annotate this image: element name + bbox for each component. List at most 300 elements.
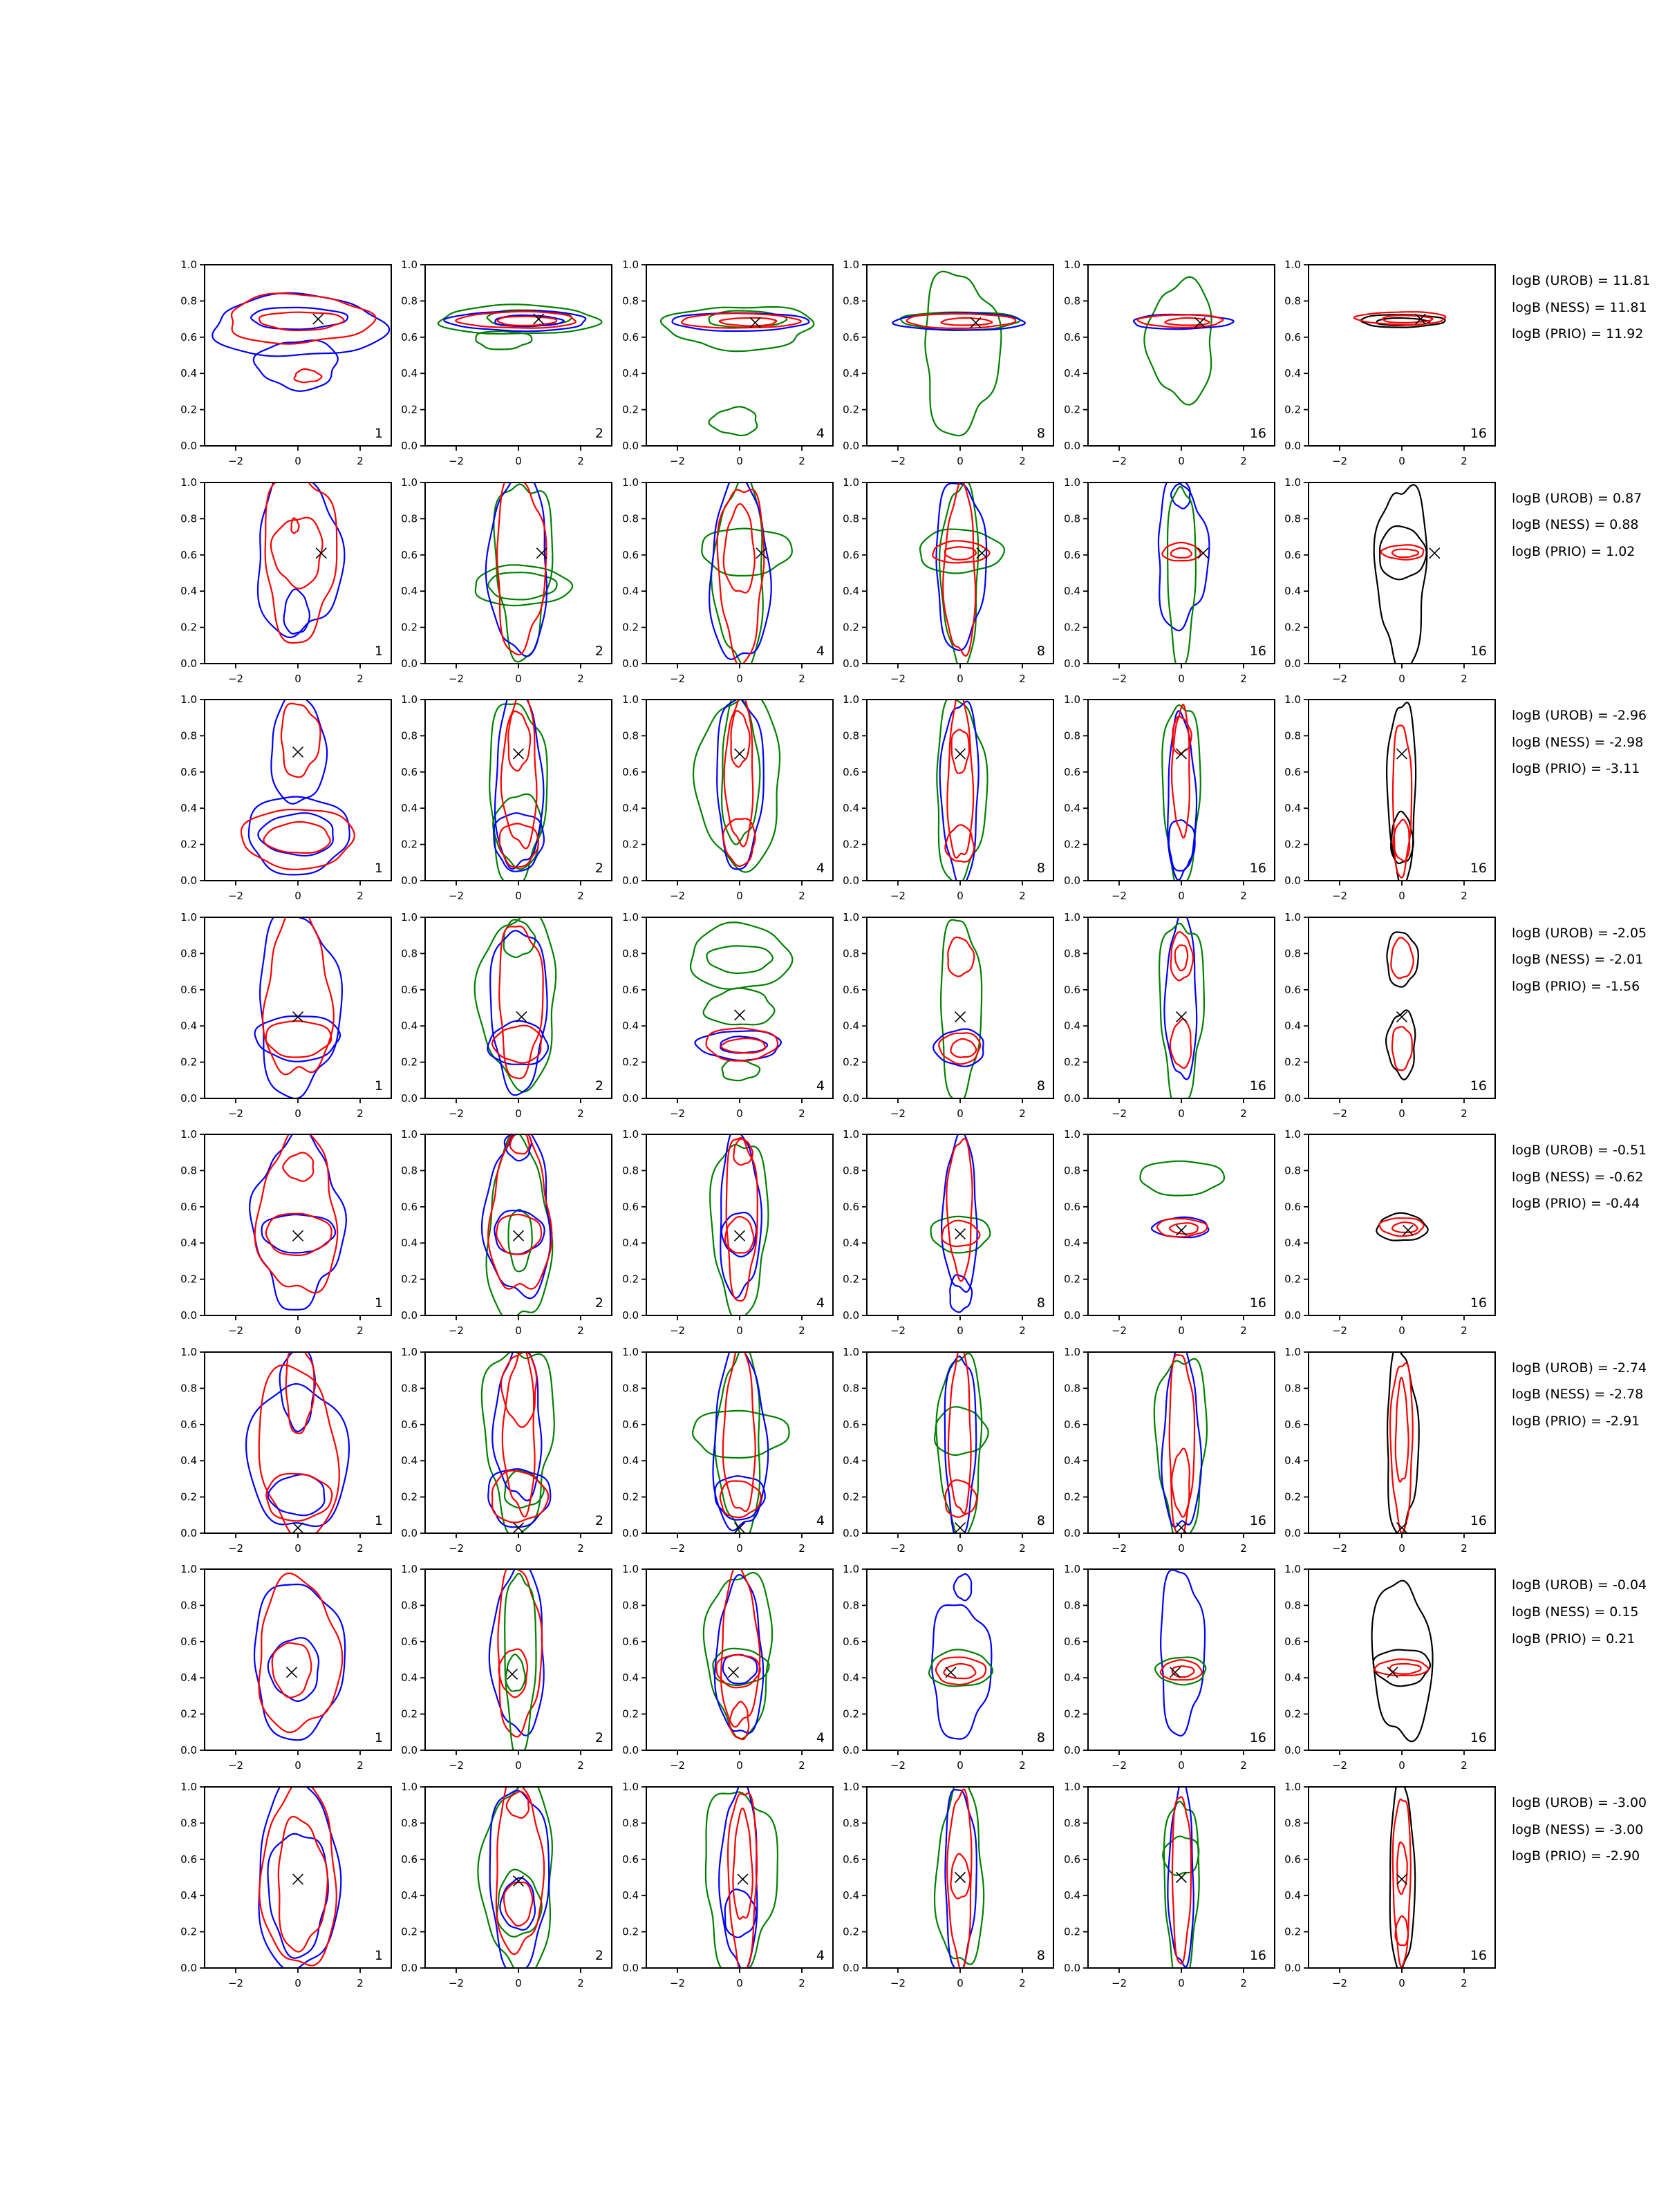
contour-group	[1386, 932, 1418, 1079]
y-tick-label: 1.0	[621, 1345, 639, 1358]
y-tick-label: 0.4	[401, 584, 418, 597]
x-tick-label: 2	[798, 1107, 805, 1120]
x-tick-label: 2	[798, 1976, 805, 1989]
logb-annotation-line: logB (PRIO) = -1.56	[1512, 978, 1640, 994]
subplot-plot-area	[401, 693, 612, 903]
subplot-r1c2	[401, 259, 612, 467]
y-tick-label: 0.0	[1284, 1961, 1301, 1974]
subplot-count-label: 16	[1470, 1512, 1487, 1528]
x-tick-label: 2	[1461, 672, 1468, 685]
y-tick-label: 0.8	[180, 1382, 197, 1395]
x-tick-label: 2	[1239, 1976, 1247, 1989]
contour-line-g	[1168, 487, 1196, 669]
x-tick-label: −2	[449, 672, 465, 685]
y-tick-label: 0.2	[1063, 838, 1080, 851]
x-tick-label: −2	[449, 1759, 465, 1772]
y-tick-label: 0.6	[180, 1418, 197, 1431]
x-tick-label: 2	[1239, 1541, 1247, 1555]
axes-frame	[205, 1134, 391, 1315]
subplot-plot-area	[401, 476, 612, 685]
x-tick-label: −2	[890, 455, 906, 467]
subplot-count-label: 2	[595, 1512, 604, 1528]
y-tick-label: 0.2	[1063, 1273, 1080, 1286]
x-tick-label: 0	[736, 455, 743, 467]
truth-marker-x	[313, 314, 324, 324]
y-tick-label: 0.8	[180, 512, 197, 525]
subplot-r6c5	[1063, 1345, 1275, 1555]
subplot-count-label: 4	[816, 1295, 825, 1311]
contour-group	[1140, 1161, 1224, 1238]
y-tick-label: 0.4	[1063, 1454, 1080, 1468]
y-tick-label: 0.4	[1284, 367, 1301, 380]
contour-group	[241, 693, 355, 875]
contour-group	[1372, 1581, 1433, 1742]
subplot-r2c2	[401, 476, 612, 685]
y-tick-label: 0.6	[401, 983, 418, 996]
y-tick-label: 0.8	[1284, 947, 1301, 960]
contour-group	[920, 481, 1004, 671]
y-tick-label: 0.8	[621, 729, 639, 742]
y-tick-label: 0.6	[401, 548, 418, 561]
subplot-plot-area	[1063, 259, 1275, 467]
y-tick-label: 0.6	[621, 765, 639, 778]
subplot-count-label: 16	[1470, 1947, 1487, 1963]
x-tick-label: −2	[227, 890, 244, 903]
subplot-count-label: 16	[1249, 1078, 1266, 1094]
y-tick-label: 0.8	[621, 1599, 639, 1612]
truth-marker-x	[1397, 749, 1407, 759]
y-tick-label: 0.4	[621, 1889, 639, 1902]
x-tick-label: 2	[357, 1541, 364, 1555]
contour-line-r	[1170, 1019, 1190, 1068]
y-tick-label: 0.4	[843, 1889, 860, 1902]
y-tick-label: 1.0	[621, 1128, 639, 1141]
contour-line-b	[932, 1605, 991, 1739]
y-tick-label: 1.0	[843, 693, 860, 706]
logb-annotation-line: logB (UROB) = -2.96	[1512, 708, 1647, 724]
subplot-r1c5	[1063, 259, 1275, 467]
contour-line-b	[954, 1575, 972, 1601]
x-tick-label: 0	[515, 1107, 523, 1120]
x-tick-label: 0	[294, 1324, 301, 1338]
y-tick-label: 0.8	[401, 1382, 418, 1395]
contour-line-g	[929, 1650, 993, 1687]
y-tick-label: 0.8	[401, 729, 418, 742]
subplot-plot-area	[401, 1345, 612, 1555]
y-tick-label: 1.0	[1284, 1345, 1301, 1358]
y-tick-label: 0.2	[180, 838, 197, 851]
y-tick-label: 0.4	[1284, 1237, 1301, 1250]
subplot-count-label: 16	[1470, 643, 1487, 659]
y-tick-label: 0.0	[180, 440, 197, 452]
subplot-r8c4	[843, 1780, 1053, 1989]
contour-group	[482, 1340, 554, 1537]
subplot-r6c3	[621, 1345, 833, 1555]
truth-marker-x	[293, 1522, 303, 1533]
x-tick-label: −2	[227, 1107, 244, 1120]
y-tick-label: 0.4	[1284, 1019, 1301, 1032]
contour-line-g	[710, 1145, 768, 1321]
y-tick-label: 1.0	[1284, 1128, 1301, 1141]
x-tick-label: −2	[669, 672, 685, 685]
y-tick-label: 0.4	[180, 1019, 197, 1032]
y-tick-label: 0.6	[1284, 983, 1301, 996]
y-tick-label: 0.6	[1063, 983, 1080, 996]
y-tick-label: 1.0	[1063, 476, 1080, 489]
y-tick-label: 0.8	[621, 1817, 639, 1830]
axes-frame	[1309, 482, 1495, 664]
y-tick-label: 0.0	[1063, 1309, 1080, 1322]
axes-frame	[1088, 1352, 1275, 1533]
x-tick-label: −2	[669, 455, 685, 467]
contour-line-r	[509, 711, 531, 771]
subplot-count-label: 1	[374, 1730, 383, 1746]
y-tick-label: 0.4	[843, 584, 860, 597]
y-tick-label: 0.6	[401, 1201, 418, 1214]
contour-group	[892, 272, 1025, 435]
x-tick-label: 2	[577, 455, 585, 467]
logb-annotation-line: logB (UROB) = -0.04	[1512, 1577, 1647, 1593]
subplot-plot-area	[843, 476, 1053, 685]
logb-annotation-line: logB (NESS) = -0.62	[1512, 1169, 1644, 1185]
contour-line-r	[951, 1854, 971, 1899]
y-tick-label: 0.0	[180, 657, 197, 670]
subplot-count-label: 8	[1037, 426, 1046, 441]
axes-frame	[205, 1352, 391, 1533]
y-tick-label: 0.4	[1284, 584, 1301, 597]
y-tick-label: 0.2	[1063, 403, 1080, 416]
y-tick-label: 0.2	[401, 838, 418, 851]
subplot-r6c4	[843, 1345, 1053, 1555]
subplot-plot-area	[843, 1345, 1053, 1555]
x-tick-label: 0	[1177, 455, 1185, 467]
y-tick-label: 0.0	[1284, 440, 1301, 452]
contour-line-b	[500, 1877, 536, 1929]
subplot-plot-area	[401, 910, 612, 1120]
subplot-count-label: 16	[1249, 1947, 1266, 1963]
contour-line-g	[926, 272, 1002, 435]
x-tick-label: 0	[1398, 1324, 1405, 1338]
x-tick-label: −2	[1111, 1324, 1127, 1338]
truth-marker-x	[293, 1874, 303, 1884]
contour-line-g	[490, 704, 548, 885]
y-tick-label: 0.8	[1284, 1164, 1301, 1177]
contour-group	[1134, 277, 1234, 405]
y-tick-label: 0.4	[621, 1237, 639, 1250]
contour-line-g	[693, 694, 780, 872]
subplot-plot-area	[401, 1128, 612, 1338]
contour-line-r	[259, 1573, 343, 1732]
logb-annotation-line: logB (UROB) = -0.51	[1512, 1143, 1647, 1159]
y-tick-label: 0.2	[180, 621, 197, 634]
y-tick-label: 0.0	[1284, 874, 1301, 888]
y-tick-label: 0.0	[843, 874, 860, 888]
y-tick-label: 0.6	[843, 765, 860, 778]
subplot-count-label: 16	[1470, 1078, 1487, 1094]
x-tick-label: 0	[1398, 890, 1405, 903]
contour-line-r	[498, 317, 557, 326]
contour-group	[1387, 1348, 1419, 1536]
contour-group	[935, 1777, 984, 1971]
contour-line-r	[489, 1125, 552, 1289]
y-tick-label: 0.0	[1284, 1526, 1301, 1539]
x-tick-label: −2	[1331, 1107, 1348, 1120]
axes-frame	[1309, 1787, 1495, 1968]
x-tick-label: −2	[227, 672, 244, 685]
y-tick-label: 1.0	[621, 476, 639, 489]
logb-annotation-line: logB (UROB) = 0.87	[1512, 490, 1642, 506]
y-tick-label: 0.8	[401, 294, 418, 308]
truth-marker-x	[728, 1667, 738, 1678]
y-tick-label: 1.0	[180, 1345, 197, 1358]
subplot-plot-area	[1284, 1128, 1495, 1338]
truth-marker-x	[955, 1229, 966, 1239]
axes-frame	[205, 1569, 391, 1750]
y-tick-label: 0.2	[401, 1925, 418, 1938]
subplot-plot-area	[401, 1563, 612, 1772]
y-tick-label: 0.4	[843, 1454, 860, 1468]
y-tick-label: 0.0	[1284, 657, 1301, 670]
contour-line-r	[1393, 1799, 1411, 1967]
y-tick-label: 0.4	[180, 1671, 197, 1685]
x-tick-label: 0	[736, 1976, 743, 1989]
x-tick-label: −2	[449, 455, 465, 467]
y-tick-label: 0.4	[843, 802, 860, 815]
x-tick-label: 0	[515, 890, 523, 903]
y-tick-label: 0.8	[1284, 1817, 1301, 1830]
subplot-plot-area	[1284, 259, 1495, 467]
x-tick-label: −2	[1111, 1759, 1127, 1772]
y-tick-label: 0.2	[1284, 1490, 1301, 1503]
x-tick-label: 2	[1239, 1324, 1247, 1338]
x-tick-label: 2	[798, 1541, 805, 1555]
y-tick-label: 0.6	[621, 548, 639, 561]
contour-line-b	[723, 1655, 758, 1684]
contour-line-r	[720, 318, 776, 326]
subplot-plot-area	[180, 476, 391, 685]
x-tick-label: 0	[294, 1759, 301, 1772]
y-tick-label: 0.2	[1284, 1708, 1301, 1721]
subplot-r3c1	[180, 693, 391, 903]
subplot-plot-area	[1063, 1780, 1275, 1989]
logb-annotation-line: logB (PRIO) = -2.91	[1512, 1414, 1640, 1430]
subplot-r2c5	[1063, 476, 1275, 685]
contour-group	[489, 1562, 544, 1756]
y-tick-label: 1.0	[1284, 259, 1301, 271]
subplot-plot-area	[1063, 476, 1275, 685]
contour-line-r	[283, 1153, 313, 1181]
x-tick-label: −2	[1331, 672, 1348, 685]
y-tick-label: 0.4	[1284, 1671, 1301, 1685]
truth-marker-x	[738, 1874, 748, 1884]
y-tick-label: 0.6	[843, 983, 860, 996]
subplot-r5c2	[401, 1128, 612, 1338]
y-tick-label: 0.6	[621, 1635, 639, 1649]
y-tick-label: 1.0	[621, 259, 639, 271]
subplot-plot-area	[1284, 1563, 1495, 1772]
y-tick-label: 0.8	[1063, 729, 1080, 742]
y-tick-label: 0.2	[621, 403, 639, 416]
subplot-plot-area	[843, 1780, 1053, 1989]
logb-annotation-line: logB (PRIO) = 11.92	[1512, 326, 1644, 342]
subplot-r8c5	[1063, 1780, 1275, 1989]
axes-frame	[646, 265, 833, 446]
x-tick-label: −2	[1111, 1541, 1127, 1555]
y-tick-label: 0.6	[180, 548, 197, 561]
contour-line-r	[266, 1474, 332, 1521]
subplot-plot-area	[1284, 1780, 1495, 1989]
y-tick-label: 0.2	[180, 1708, 197, 1721]
logb-annotation-line: logB (PRIO) = 0.21	[1512, 1631, 1635, 1647]
contour-line-b	[719, 1781, 757, 1971]
y-tick-label: 0.0	[180, 1961, 197, 1974]
y-tick-label: 1.0	[401, 1128, 418, 1141]
axes-frame	[867, 1134, 1053, 1315]
contour-line-r	[1391, 937, 1413, 978]
y-tick-label: 0.8	[401, 1817, 418, 1830]
contour-line-b	[268, 1834, 328, 1958]
truth-marker-x	[514, 749, 524, 759]
contour-line-k	[1386, 1010, 1415, 1079]
x-tick-label: 2	[1461, 1541, 1468, 1555]
contour-group	[1162, 704, 1201, 888]
x-tick-label: 0	[515, 1759, 523, 1772]
contour-line-b	[491, 930, 547, 1095]
x-tick-label: 0	[515, 1324, 523, 1338]
y-tick-label: 0.4	[1063, 1889, 1080, 1902]
subplot-plot-area	[843, 693, 1053, 903]
subplot-count-label: 1	[374, 1512, 383, 1528]
x-tick-label: 0	[1398, 672, 1405, 685]
y-tick-label: 0.0	[401, 1526, 418, 1539]
x-tick-label: 0	[1177, 890, 1185, 903]
contour-line-g	[1140, 1161, 1224, 1196]
y-tick-label: 0.6	[1284, 1635, 1301, 1649]
y-tick-label: 0.4	[1063, 367, 1080, 380]
x-tick-label: 0	[957, 1107, 964, 1120]
x-tick-label: 2	[1019, 1324, 1026, 1338]
x-tick-label: −2	[449, 1107, 465, 1120]
y-tick-label: 0.0	[1284, 1091, 1301, 1105]
x-tick-label: −2	[669, 1759, 685, 1772]
axes-frame	[1088, 700, 1275, 881]
y-tick-label: 0.0	[180, 874, 197, 888]
subplot-r4c6	[1284, 910, 1495, 1120]
subplot-count-label: 2	[595, 643, 604, 659]
y-tick-label: 0.0	[621, 874, 639, 888]
contour-line-r	[281, 704, 321, 778]
contour-line-r	[952, 730, 969, 774]
contour-line-r	[1396, 1378, 1409, 1482]
y-tick-label: 0.8	[401, 1599, 418, 1612]
subplot-plot-area	[1284, 693, 1495, 903]
y-tick-label: 1.0	[1063, 1780, 1080, 1793]
contour-line-g	[709, 406, 757, 435]
subplot-plot-area	[180, 1128, 391, 1338]
subplot-plot-area	[180, 1345, 391, 1555]
y-tick-label: 0.8	[843, 1164, 860, 1177]
y-tick-label: 0.4	[1063, 584, 1080, 597]
y-tick-label: 0.2	[621, 1925, 639, 1938]
contour-group	[254, 1573, 345, 1740]
y-tick-label: 0.8	[621, 294, 639, 308]
subplot-count-label: 1	[374, 861, 383, 877]
truth-marker-x	[1403, 1226, 1414, 1236]
x-tick-label: 0	[294, 672, 301, 685]
y-tick-label: 1.0	[180, 259, 197, 271]
contour-line-g	[693, 1411, 789, 1458]
y-tick-label: 0.8	[1284, 1382, 1301, 1395]
subplot-r1c1	[180, 259, 391, 467]
subplot-r1c6	[1284, 259, 1495, 467]
x-tick-label: 2	[1019, 455, 1026, 467]
y-tick-label: 0.8	[843, 729, 860, 742]
axes-frame	[867, 1569, 1053, 1750]
y-tick-label: 0.8	[1063, 1817, 1080, 1830]
y-tick-label: 0.8	[621, 947, 639, 960]
y-tick-label: 1.0	[1284, 1780, 1301, 1793]
subplot-r8c2	[401, 1780, 612, 1989]
y-tick-label: 0.8	[621, 1382, 639, 1395]
y-tick-label: 0.2	[180, 1490, 197, 1503]
y-tick-label: 0.4	[621, 1671, 639, 1685]
truth-marker-x	[955, 1872, 966, 1882]
x-tick-label: 0	[515, 1976, 523, 1989]
x-tick-label: −2	[890, 672, 906, 685]
y-tick-label: 0.4	[401, 1019, 418, 1032]
subplot-r3c3	[621, 693, 833, 903]
x-tick-label: 0	[736, 1324, 743, 1338]
y-tick-label: 0.6	[401, 1418, 418, 1431]
y-tick-label: 0.8	[1284, 1599, 1301, 1612]
axes-frame	[205, 1787, 391, 1968]
x-tick-label: −2	[1331, 1541, 1348, 1555]
y-tick-label: 0.2	[1063, 1490, 1080, 1503]
contour-line-g	[937, 1353, 982, 1541]
y-tick-label: 1.0	[1284, 476, 1301, 489]
x-tick-label: −2	[227, 1324, 244, 1338]
y-tick-label: 1.0	[621, 693, 639, 706]
axes-frame	[867, 917, 1053, 1098]
contour-line-r	[232, 293, 375, 344]
y-tick-label: 1.0	[843, 1563, 860, 1576]
y-tick-label: 0.2	[1284, 1056, 1301, 1069]
x-tick-label: 0	[294, 1107, 301, 1120]
y-tick-label: 0.0	[401, 1744, 418, 1757]
subplot-r8c6	[1284, 1780, 1495, 1989]
axes-frame	[1309, 917, 1495, 1098]
y-tick-label: 0.6	[621, 1201, 639, 1214]
axes-frame	[205, 482, 391, 664]
x-tick-label: 0	[515, 455, 523, 467]
x-tick-label: 2	[1239, 455, 1247, 467]
subplot-r2c6	[1284, 476, 1495, 685]
x-tick-label: −2	[1111, 1976, 1127, 1989]
subplot-plot-area	[843, 1563, 1053, 1772]
contour-line-g	[478, 1779, 553, 1980]
y-tick-label: 0.4	[401, 1671, 418, 1685]
contour-group	[1159, 910, 1204, 1107]
contour-line-r	[503, 1347, 535, 1517]
contour-line-b	[1168, 820, 1194, 870]
y-tick-label: 1.0	[180, 476, 197, 489]
y-tick-label: 0.2	[843, 621, 860, 634]
y-tick-label: 0.8	[1063, 1599, 1080, 1612]
logb-annotation-line: logB (UROB) = -3.00	[1512, 1794, 1647, 1810]
x-tick-label: 2	[1239, 672, 1247, 685]
subplot-plot-area	[1063, 1563, 1275, 1772]
subplot-r7c3	[621, 1563, 833, 1772]
